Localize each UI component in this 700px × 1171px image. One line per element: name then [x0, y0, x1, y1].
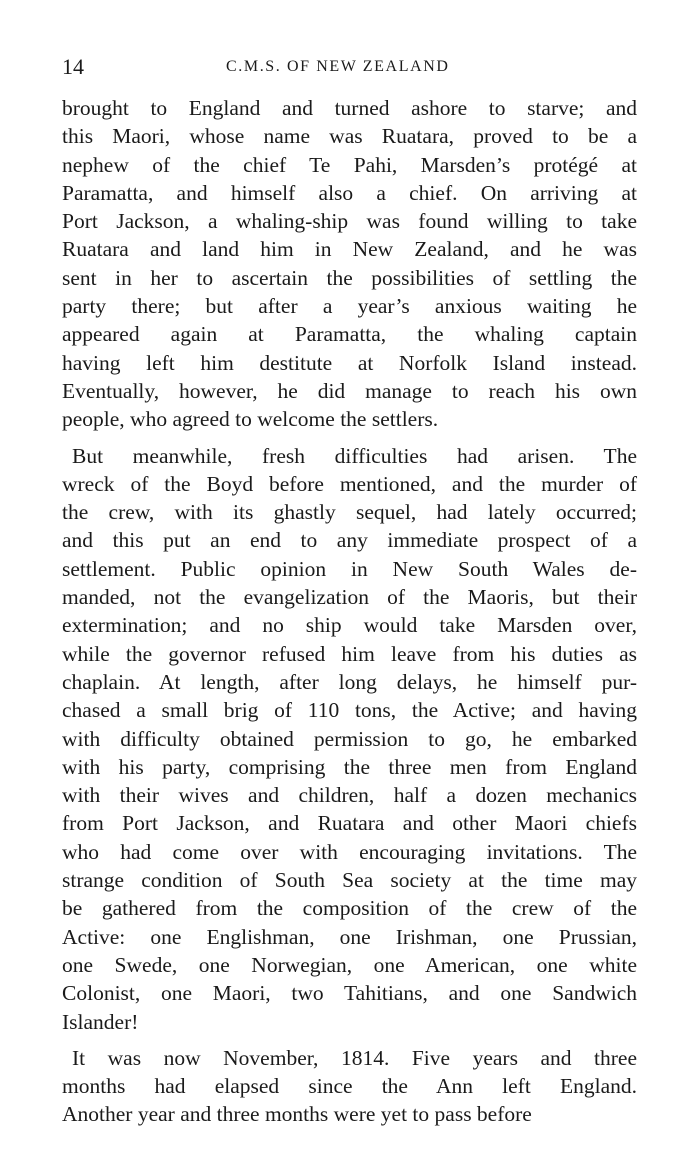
text-line: Active: one Englishman, one Irishman, one Prussian,: [62, 924, 637, 949]
text-line: settlement. Public opinion in New South Wales de-: [62, 556, 637, 581]
text-line: appeared again at Paramatta, the whaling captain: [62, 322, 637, 347]
text-line: strange condition of South Sea society at the time may: [62, 868, 637, 893]
text-line: the crew, with its ghastly sequel, had lately occurred;: [62, 500, 637, 525]
text-line: brought to England and turned ashore to starve; and: [62, 96, 637, 120]
text-line: nephew of the chief Te Pahi, Marsden’s protégé at: [62, 152, 637, 177]
text-line: while the governor refused him leave from his duties as: [62, 641, 637, 666]
paragraph: [62, 1044, 637, 1129]
text-line: who had come over with encouraging invitations. The: [62, 839, 637, 864]
text-line: one Swede, one Norwegian, one American, one white: [62, 952, 637, 977]
text-line: Ruatara and land him in New Zealand, and he was: [62, 237, 637, 262]
text-line: from Port Jackson, and Ruatara and other Maori chiefs: [62, 811, 637, 836]
page-number: 14: [62, 54, 84, 79]
text-line: wreck of the Boyd before mentioned, and the murder of: [62, 471, 637, 496]
text-line: chased a small brig of 110 tons, the Active; and having: [62, 698, 637, 723]
text-line: and this put an end to any immediate prospect of a: [62, 528, 637, 553]
text-line: But meanwhile, fresh difficulties had arisen. The: [72, 443, 637, 468]
text-line: be gathered from the composition of the crew of the: [62, 896, 637, 921]
running-head: C.M.S. OF NEW ZEALAND: [226, 58, 450, 75]
text-line: manded, not the evangelization of the Maoris, but their: [62, 585, 637, 610]
text-line: Colonist, one Maori, two Tahitians, and one Sandwich: [62, 981, 637, 1006]
text-line: sent in her to ascertain the possibilities of settling the: [62, 265, 637, 290]
body-text: [62, 94, 637, 1129]
text-line: having left him destitute at Norfolk Island instead.: [62, 350, 637, 375]
text-line: with difficulty obtained permission to go, he embarked: [62, 726, 637, 751]
text-line: people, who agreed to welcome the settlers.: [62, 407, 439, 432]
page-header: [62, 52, 637, 82]
text-line: Paramatta, and himself also a chief. On arriving at: [62, 180, 637, 205]
text-line: chaplain. At length, after long delays, he himself pur-: [62, 669, 637, 694]
text-line: months had elapsed since the Ann left England.: [62, 1074, 637, 1099]
text-line: with their wives and children, half a dozen mechanics: [62, 783, 637, 808]
text-line: extermination; and no ship would take Marsden over,: [62, 613, 637, 638]
text-line: Another year and three months were yet to pass before: [62, 1102, 532, 1127]
text-line: It was now November, 1814. Five years and three: [72, 1045, 637, 1070]
paragraph: [62, 94, 637, 434]
text-line: this Maori, whose name was Ruatara, proved to be a: [62, 124, 637, 149]
text-line: Islander!: [62, 1009, 139, 1034]
paragraph: [62, 442, 637, 1036]
text-line: party there; but after a year’s anxious waiting he: [62, 294, 637, 319]
text-line: Eventually, however, he did manage to reach his own: [62, 378, 637, 403]
text-line: with his party, comprising the three men from England: [62, 754, 637, 779]
text-line: Port Jackson, a whaling-ship was found willing to take: [62, 209, 637, 234]
